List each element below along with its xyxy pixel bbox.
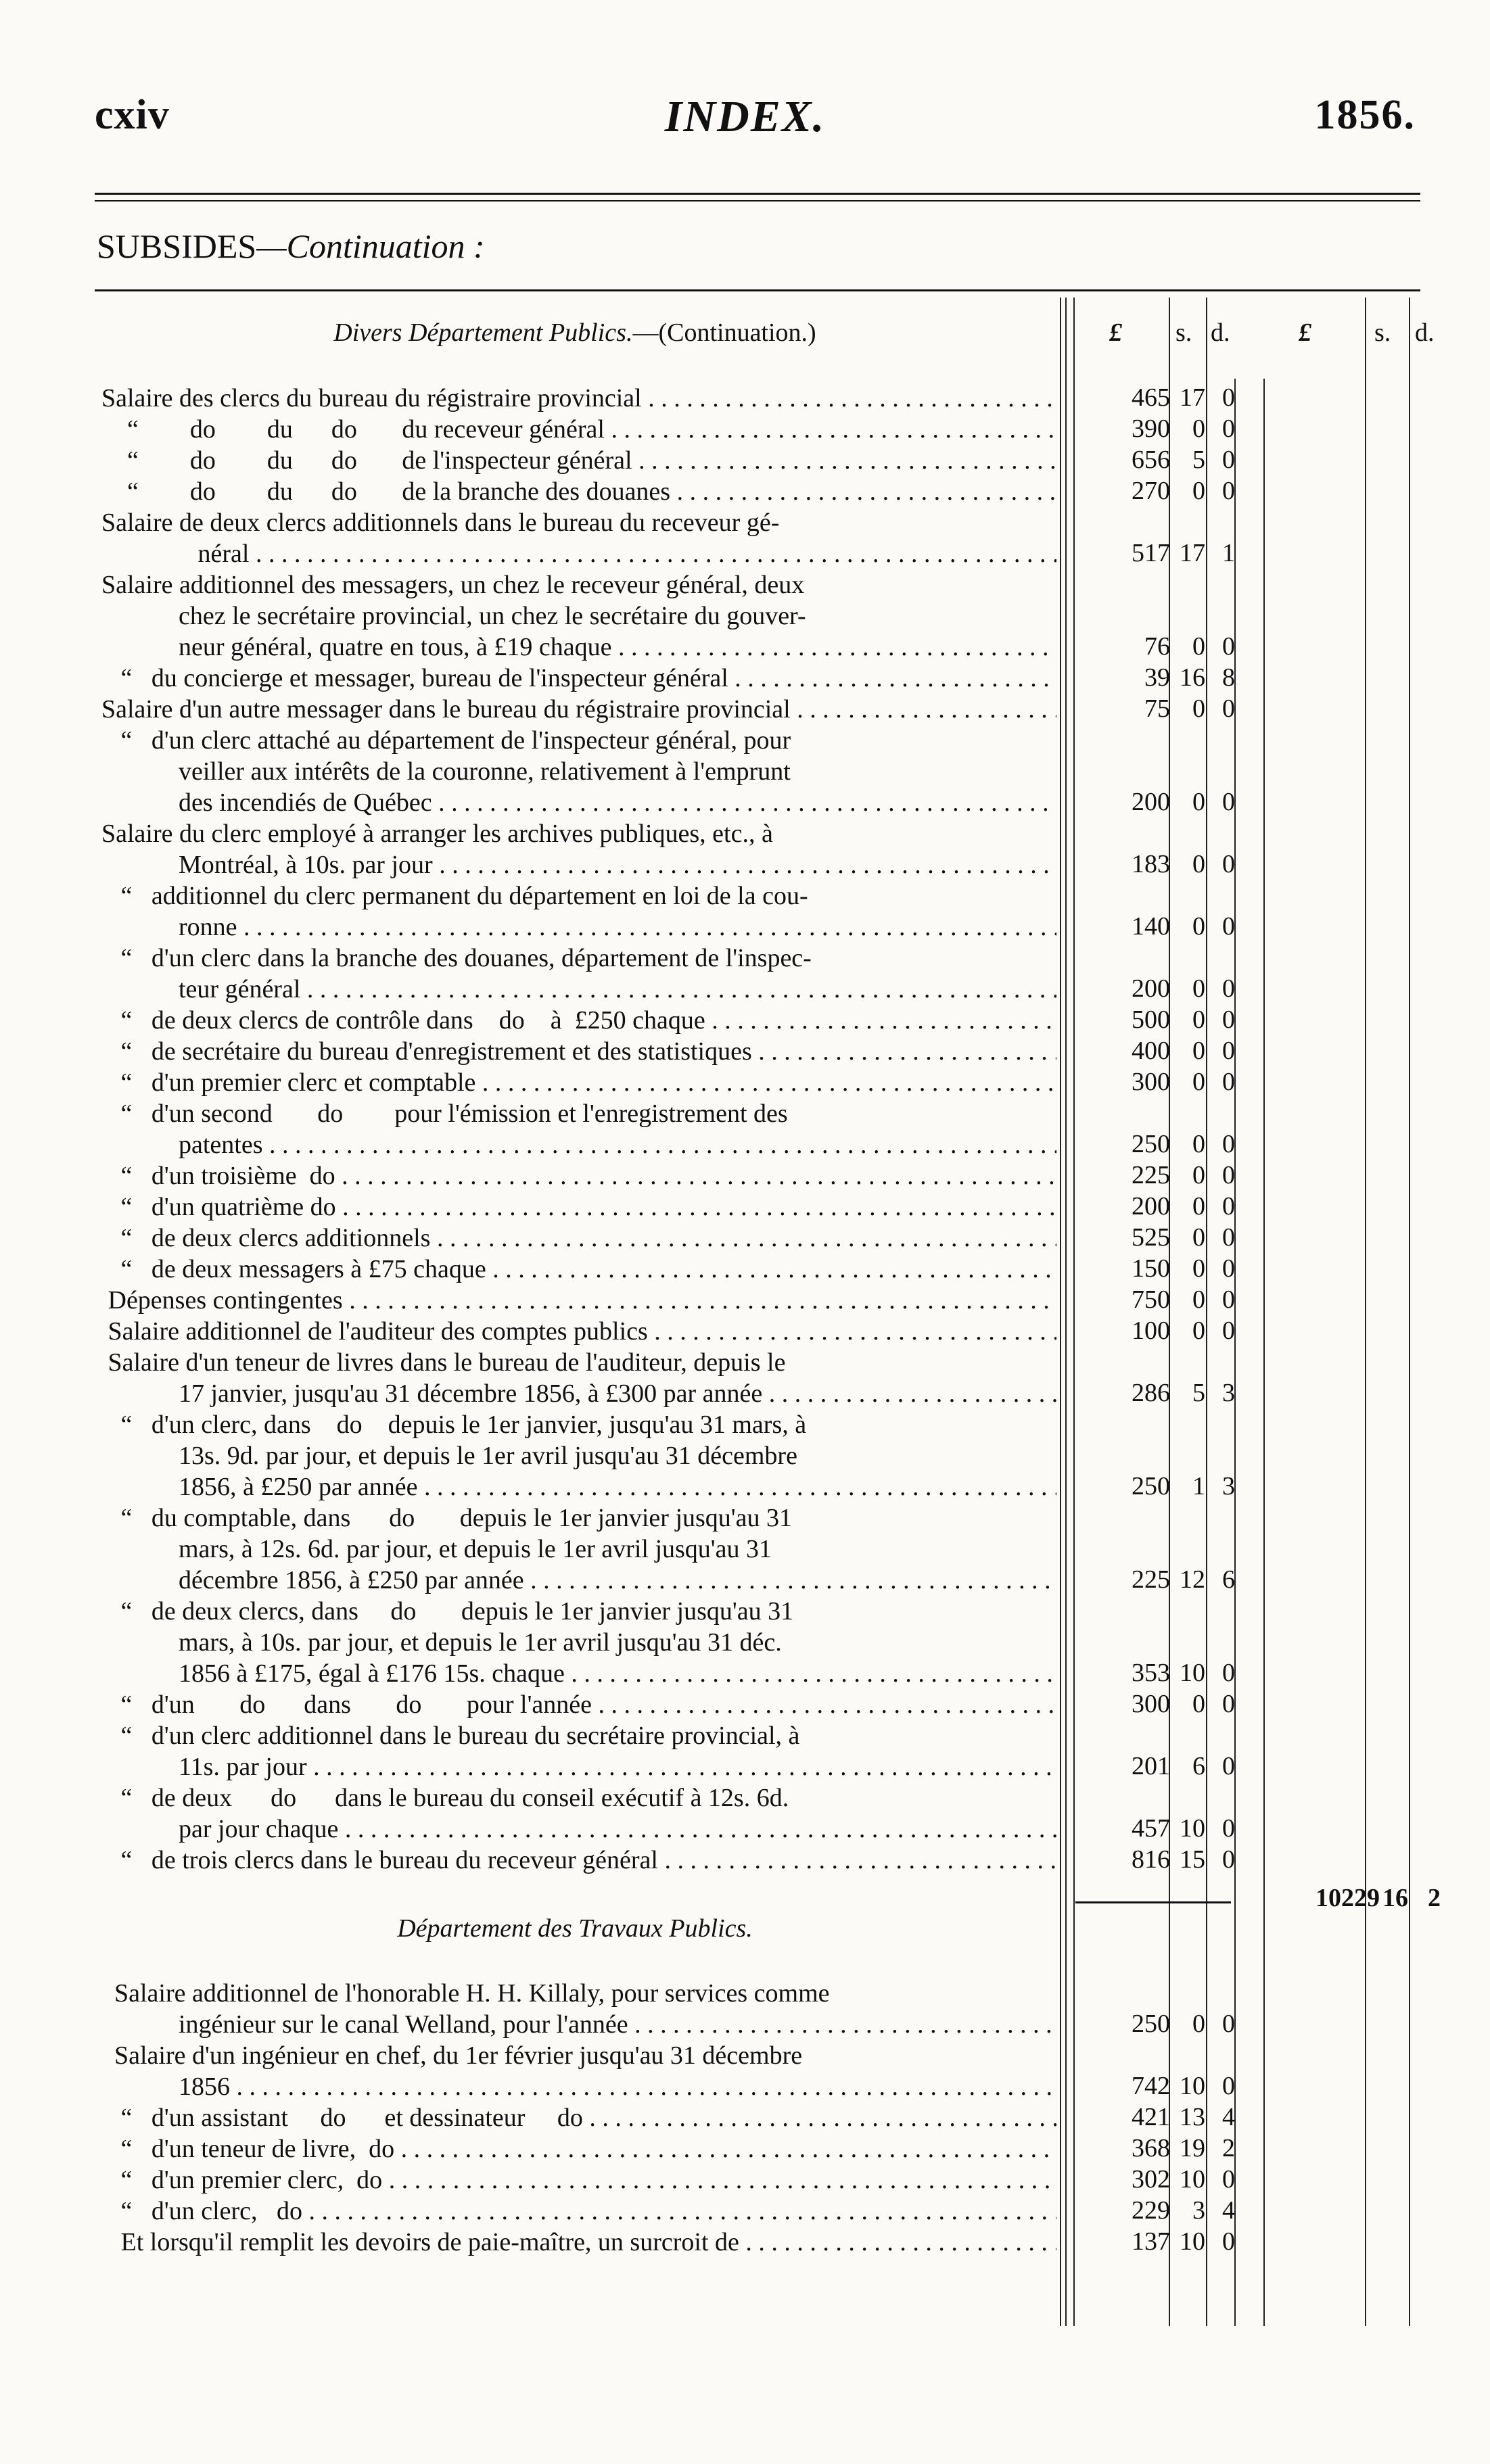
amount-shillings: 0 [1192,694,1205,723]
amount-pounds: 302 [1132,2165,1170,2194]
amount-pence: 0 [1222,974,1235,1003]
entry-text: mars, à 12s. 6d. par jour, et depuis le 1er avril jusqu'au 31 [101,1535,772,1563]
entry-row [101,1347,1056,1409]
amount-pence: 0 [1222,788,1235,816]
entry-text: “ de secrétaire du bureau d'enregistrement et des statistiques . . . [101,1036,1056,1067]
entry-row [101,383,1056,414]
amount-pounds: 140 [1132,912,1170,941]
amount-pence: 0 [1222,1254,1235,1283]
col-rule-ts [1409,298,1410,2326]
amount-shillings: 5 [1192,446,1205,474]
entry-row [101,2227,1056,2258]
amount-pounds: 225 [1132,1565,1170,1594]
entry-text: neur général, quatre en tous, à £19 chaque . . . [101,632,1056,663]
amount-pence: 8 [1222,663,1235,692]
amount-pounds: 457 [1132,1814,1170,1843]
total-head-shillings: s. [1374,318,1391,347]
entry-text: Montréal, à 10s. par jour . . . [101,849,1056,880]
amount-pence: 0 [1222,2072,1235,2100]
total-head-pence: d. [1415,318,1435,347]
entry-text: néral . . . [101,538,1056,569]
entry-row [101,1596,1056,1689]
entry-row [101,2102,1056,2133]
entry-row [101,2040,1056,2102]
entry-text: “ de trois clercs dans le bureau du receveur général . . . [101,1845,1056,1876]
entry-text: “ d'un premier clerc et comptable . . . [101,1067,1056,1098]
header-rule-bottom [95,200,1420,202]
amount-shillings: 0 [1192,912,1205,941]
entry-text: Salaire d'un ingénieur en chef, du 1er février jusqu'au 31 décembre [101,2041,803,2070]
entry-text: “ d'un troisième do . . . [101,1160,1056,1191]
amount-pence: 0 [1222,1659,1235,1687]
amount-pounds: 76 [1144,632,1170,661]
amount-shillings: 0 [1192,1223,1205,1252]
entry-row [101,1067,1056,1098]
entry-text: Salaire additionnel des messagers, un chez le receveur général, deux [101,571,805,599]
amount-pounds: 250 [1132,1130,1170,1158]
amount-pence: 0 [1222,1285,1235,1314]
amount-pounds: 150 [1132,1254,1170,1283]
amount-pounds: 286 [1132,1379,1170,1407]
amount-pence: 0 [1222,414,1235,443]
entry-text: “ d'un second do pour l'émission et l'enregistrement des [101,1099,788,1128]
amount-pence: 1 [1222,539,1235,567]
amount-pounds: 225 [1132,1161,1170,1189]
entry-text: “ du concierge et messager, bureau de l'inspecteur général . . . [101,663,1056,694]
entry-row [101,1098,1056,1160]
entry-text: chez le secrétaire provincial, un chez le secrétaire du gouver- [101,602,806,630]
amount-pounds: 229 [1132,2196,1170,2225]
amount-shillings: 3 [1192,2196,1205,2225]
entry-text: “ do du do de l'inspecteur général . . . [101,445,1056,476]
entry-row [101,1036,1056,1067]
amount-pence: 0 [1222,912,1235,941]
page-number: cxiv [95,92,170,138]
col-head-pounds: £ [1109,318,1122,347]
entry-row [101,1316,1056,1347]
entry-row [101,818,1056,880]
amount-pounds: 421 [1132,2103,1170,2131]
subsection-heading-1 [101,318,1048,348]
entry-row [101,1845,1056,1876]
entry-row [101,476,1056,507]
amount-pounds: 200 [1132,1192,1170,1221]
amount-pence: 0 [1222,1005,1235,1034]
page-year: 1856. [1314,92,1416,138]
entry-text: “ d'un clerc dans la branche des douanes, département de l'inspec- [101,944,812,972]
amount-pence: 0 [1222,446,1235,474]
amount-shillings: 0 [1192,1317,1205,1345]
header-rule-top [95,193,1420,195]
entry-text: “ du comptable, dans do depuis le 1er janvier jusqu'au 31 [101,1504,793,1532]
amount-pence: 0 [1222,1130,1235,1158]
subsection-cont-1: —(Continuation.) [632,318,816,347]
entry-row [101,1978,1056,2040]
subsection-title-1: Divers Département Publics. [333,318,633,347]
amount-pounds: 816 [1132,1845,1170,1874]
amount-pence: 4 [1222,2103,1235,2131]
amount-pounds: 500 [1132,1005,1170,1034]
entry-row [101,1689,1056,1720]
entry-text: 17 janvier, jusqu'au 31 décembre 1856, à £300 par année . . . [101,1378,1056,1409]
entry-row [101,1502,1056,1596]
amount-shillings: 0 [1192,850,1205,878]
entry-row [101,1285,1056,1316]
amount-pounds: 525 [1132,1223,1170,1252]
amount-shillings: 17 [1180,539,1205,567]
amount-pence: 0 [1222,2010,1235,2038]
amount-pence: 0 [1222,2227,1235,2256]
entry-text: Salaire des clercs du bureau du régistraire provincial . . . [101,383,1056,414]
entry-text: “ d'un premier clerc, do . . . [101,2164,1056,2196]
amount-pounds: 750 [1132,1285,1170,1314]
entry-text: “ d'un do dans do pour l'année . . . [101,1689,1056,1720]
amount-shillings: 0 [1192,414,1205,443]
entry-text: ronne . . . [101,911,1056,943]
entry-text: “ do du do du receveur général . . . [101,414,1056,445]
entry-text: Salaire du clerc employé à arranger les archives publiques, etc., à [101,820,773,848]
amount-pence: 0 [1222,1037,1235,1065]
entry-row [101,1409,1056,1502]
amount-pence: 0 [1222,477,1235,505]
amount-pence: 3 [1222,1472,1235,1500]
entry-text: Salaire additionnel de l'honorable H. H. Killaly, pour services comme [101,1979,830,2008]
amount-pounds: 465 [1132,383,1170,412]
amount-pence: 0 [1222,632,1235,661]
entry-text: veiller aux intérêts de la couronne, relativement à l'emprunt [101,757,791,786]
entry-row [101,880,1056,943]
subsection-heading-2 [101,1914,1048,1943]
entry-text: 11s. par jour . . . [101,1751,1056,1782]
subtotal-rule [1075,1901,1231,1903]
entry-text: “ de deux clercs, dans do depuis le 1er janvier jusqu'au 31 [101,1597,794,1626]
entry-row [101,694,1056,725]
amount-pence: 0 [1222,1752,1235,1780]
entry-row [101,445,1056,476]
amount-shillings: 0 [1192,1192,1205,1221]
amount-pence: 0 [1222,1192,1235,1221]
entry-text: 1856, à £250 par année . . . [101,1471,1056,1502]
entry-text: des incendiés de Québec . . . [101,787,1056,818]
amount-shillings: 0 [1192,788,1205,816]
amount-pence: 0 [1222,850,1235,878]
amount-shillings: 0 [1192,974,1205,1003]
amount-shillings: 0 [1192,1285,1205,1314]
entry-text: “ d'un quatrième do . . . [101,1191,1056,1223]
total-pence: 2 [1428,1884,1441,1912]
amount-pence: 0 [1222,1161,1235,1189]
entry-text: “ d'un teneur de livre, do . . . [101,2133,1056,2164]
amount-shillings: 10 [1180,2227,1205,2256]
amount-pounds: 183 [1132,850,1170,878]
amount-shillings: 0 [1192,1690,1205,1718]
amount-pence: 3 [1222,1379,1235,1407]
entry-text: “ additionnel du clerc permanent du département en loi de la cou- [101,882,808,910]
entry-text: par jour chaque . . . [101,1814,1056,1845]
entry-row [101,663,1056,694]
entry-text: ingénieur sur le canal Welland, pour l'année . . . [101,2009,1056,2040]
entry-row [101,414,1056,445]
col-rule-tlb [1365,298,1366,2326]
col-rule-desc-c [1073,298,1075,2326]
col-head-shillings: s. [1175,318,1192,347]
amount-pence: 0 [1222,1690,1235,1718]
total-shillings: 16 [1382,1884,1408,1912]
entry-row [101,1782,1056,1845]
amount-shillings: 1 [1192,1472,1205,1500]
amount-pounds: 137 [1132,2227,1170,2256]
entry-row [101,2133,1056,2164]
entry-text: “ de deux messagers à £75 chaque . . . [101,1254,1056,1285]
entry-text: patentes . . . [101,1129,1056,1160]
col-rule-s [1206,298,1207,2326]
amount-shillings: 0 [1192,1068,1205,1096]
amount-shillings: 17 [1180,383,1205,412]
amount-shillings: 5 [1192,1379,1205,1407]
entry-text: Dépenses contingentes . . . [101,1285,1056,1316]
amount-pence: 0 [1222,383,1235,412]
entry-text: 13s. 9d. par jour, et depuis le 1er avril jusqu'au 31 décembre [101,1442,797,1470]
amount-pounds: 517 [1132,539,1170,567]
entry-row [101,943,1056,1005]
amount-shillings: 0 [1192,1254,1205,1283]
amount-shillings: 0 [1192,477,1205,505]
entry-text: mars, à 10s. par jour, et depuis le 1er avril jusqu'au 31 déc. [101,1628,782,1657]
section-rule [95,289,1420,291]
amount-shillings: 15 [1180,1845,1205,1874]
amount-shillings: 0 [1192,2010,1205,2038]
amount-pence: 0 [1222,1814,1235,1843]
amount-shillings: 10 [1180,1814,1205,1843]
entry-text: 1856 à £175, égal à £176 15s. chaque . . . [101,1658,1056,1689]
amount-pence: 0 [1222,1223,1235,1252]
section-heading [97,227,485,266]
entry-text: “ de deux clercs additionnels . . . [101,1223,1056,1254]
amount-pounds: 368 [1132,2134,1170,2162]
amount-pounds: 270 [1132,477,1170,505]
amount-pence: 0 [1222,2165,1235,2194]
entry-text: “ d'un clerc attaché au département de l'inspecteur général, pour [101,726,791,755]
amount-pence: 2 [1222,2134,1235,2162]
entry-text: Salaire de deux clercs additionnels dans le bureau du receveur gé- [101,508,780,537]
amount-shillings: 13 [1180,2103,1205,2131]
section-title: SUBSIDES [97,227,257,265]
entry-row [101,1160,1056,1191]
amount-pounds: 400 [1132,1037,1170,1065]
amount-shillings: 0 [1192,1130,1205,1158]
entry-row [101,1720,1056,1782]
amount-pounds: 250 [1132,2010,1170,2038]
entry-text: “ de deux clercs de contrôle dans do à £250 chaque . . . [101,1005,1056,1036]
entry-text: “ de deux do dans le bureau du conseil exécutif à 12s. 6d. [101,1784,789,1812]
subsection-title-2: Département des Travaux Publics. [397,1914,753,1943]
amount-pence: 4 [1222,2196,1235,2225]
amount-shillings: 6 [1192,1752,1205,1780]
entry-text: Salaire d'un teneur de livres dans le bureau de l'auditeur, depuis le [101,1348,786,1377]
amount-shillings: 10 [1180,2072,1205,2100]
entry-text: Et lorsqu'il remplit les devoirs de paie-maître, un surcroit de . . . [101,2227,1056,2258]
entry-text: “ d'un clerc additionnel dans le bureau du secrétaire provincial, à [101,1722,800,1750]
amount-shillings: 19 [1180,2134,1205,2162]
amount-pounds: 656 [1132,446,1170,474]
amount-pounds: 200 [1132,788,1170,816]
entry-text: 1856 . . . [101,2071,1056,2102]
amount-shillings: 0 [1192,1005,1205,1034]
amount-pounds: 200 [1132,974,1170,1003]
entry-row [101,2196,1056,2227]
total-pounds: 10229 [1316,1884,1380,1912]
entry-text: “ d'un clerc, do . . . [101,2196,1056,2227]
amount-pounds: 39 [1144,663,1170,692]
entry-row [101,1254,1056,1285]
amount-pence: 0 [1222,694,1235,723]
amount-pence: 0 [1222,1845,1235,1874]
entry-text: “ do du do de la branche des douanes . . . [101,476,1056,507]
col-rule-desc-a [1060,298,1061,2326]
entry-text: “ d'un assistant do et dessinateur do . . . [101,2102,1056,2133]
amount-pounds: 300 [1132,1690,1170,1718]
amount-pence: 0 [1222,1068,1235,1096]
entry-row [101,725,1056,818]
amount-shillings: 0 [1192,1037,1205,1065]
amount-shillings: 12 [1180,1565,1205,1594]
entry-text: Salaire d'un autre messager dans le bureau du régistraire provincial . . . [101,694,1056,725]
entry-row [101,507,1056,569]
col-rule-d2 [1263,379,1265,2326]
entry-row [101,1191,1056,1223]
amount-pounds: 390 [1132,414,1170,443]
amount-pounds: 353 [1132,1659,1170,1687]
amount-pounds: 201 [1132,1752,1170,1780]
amount-pounds: 100 [1132,1317,1170,1345]
entry-row [101,1223,1056,1254]
section-subtitle: —Continuation : [256,227,485,265]
total-head-pounds: £ [1299,318,1311,347]
amount-pounds: 300 [1132,1068,1170,1096]
amount-pounds: 250 [1132,1472,1170,1500]
entry-row [101,1005,1056,1036]
entry-text: teur général . . . [101,974,1056,1005]
amount-shillings: 10 [1180,1659,1205,1687]
col-head-pence: d. [1211,318,1230,347]
page-title: INDEX. [664,92,826,141]
entry-text: “ d'un clerc, dans do depuis le 1er janvier, jusqu'au 31 mars, à [101,1411,807,1439]
amount-pounds: 742 [1132,2072,1170,2100]
entry-text: Salaire additionnel de l'auditeur des comptes publics . . . [101,1316,1056,1347]
col-rule-desc-b [1065,298,1067,2326]
amount-shillings: 10 [1180,2165,1205,2194]
amount-shillings: 0 [1192,1161,1205,1189]
amount-shillings: 16 [1180,663,1205,692]
entry-text: décembre 1856, à £250 par année . . . [101,1565,1056,1596]
amount-shillings: 0 [1192,632,1205,661]
entry-row [101,2164,1056,2196]
amount-pence: 0 [1222,1317,1235,1345]
amount-pounds: 75 [1144,694,1170,723]
amount-pence: 6 [1222,1565,1235,1594]
entry-row [101,569,1056,663]
